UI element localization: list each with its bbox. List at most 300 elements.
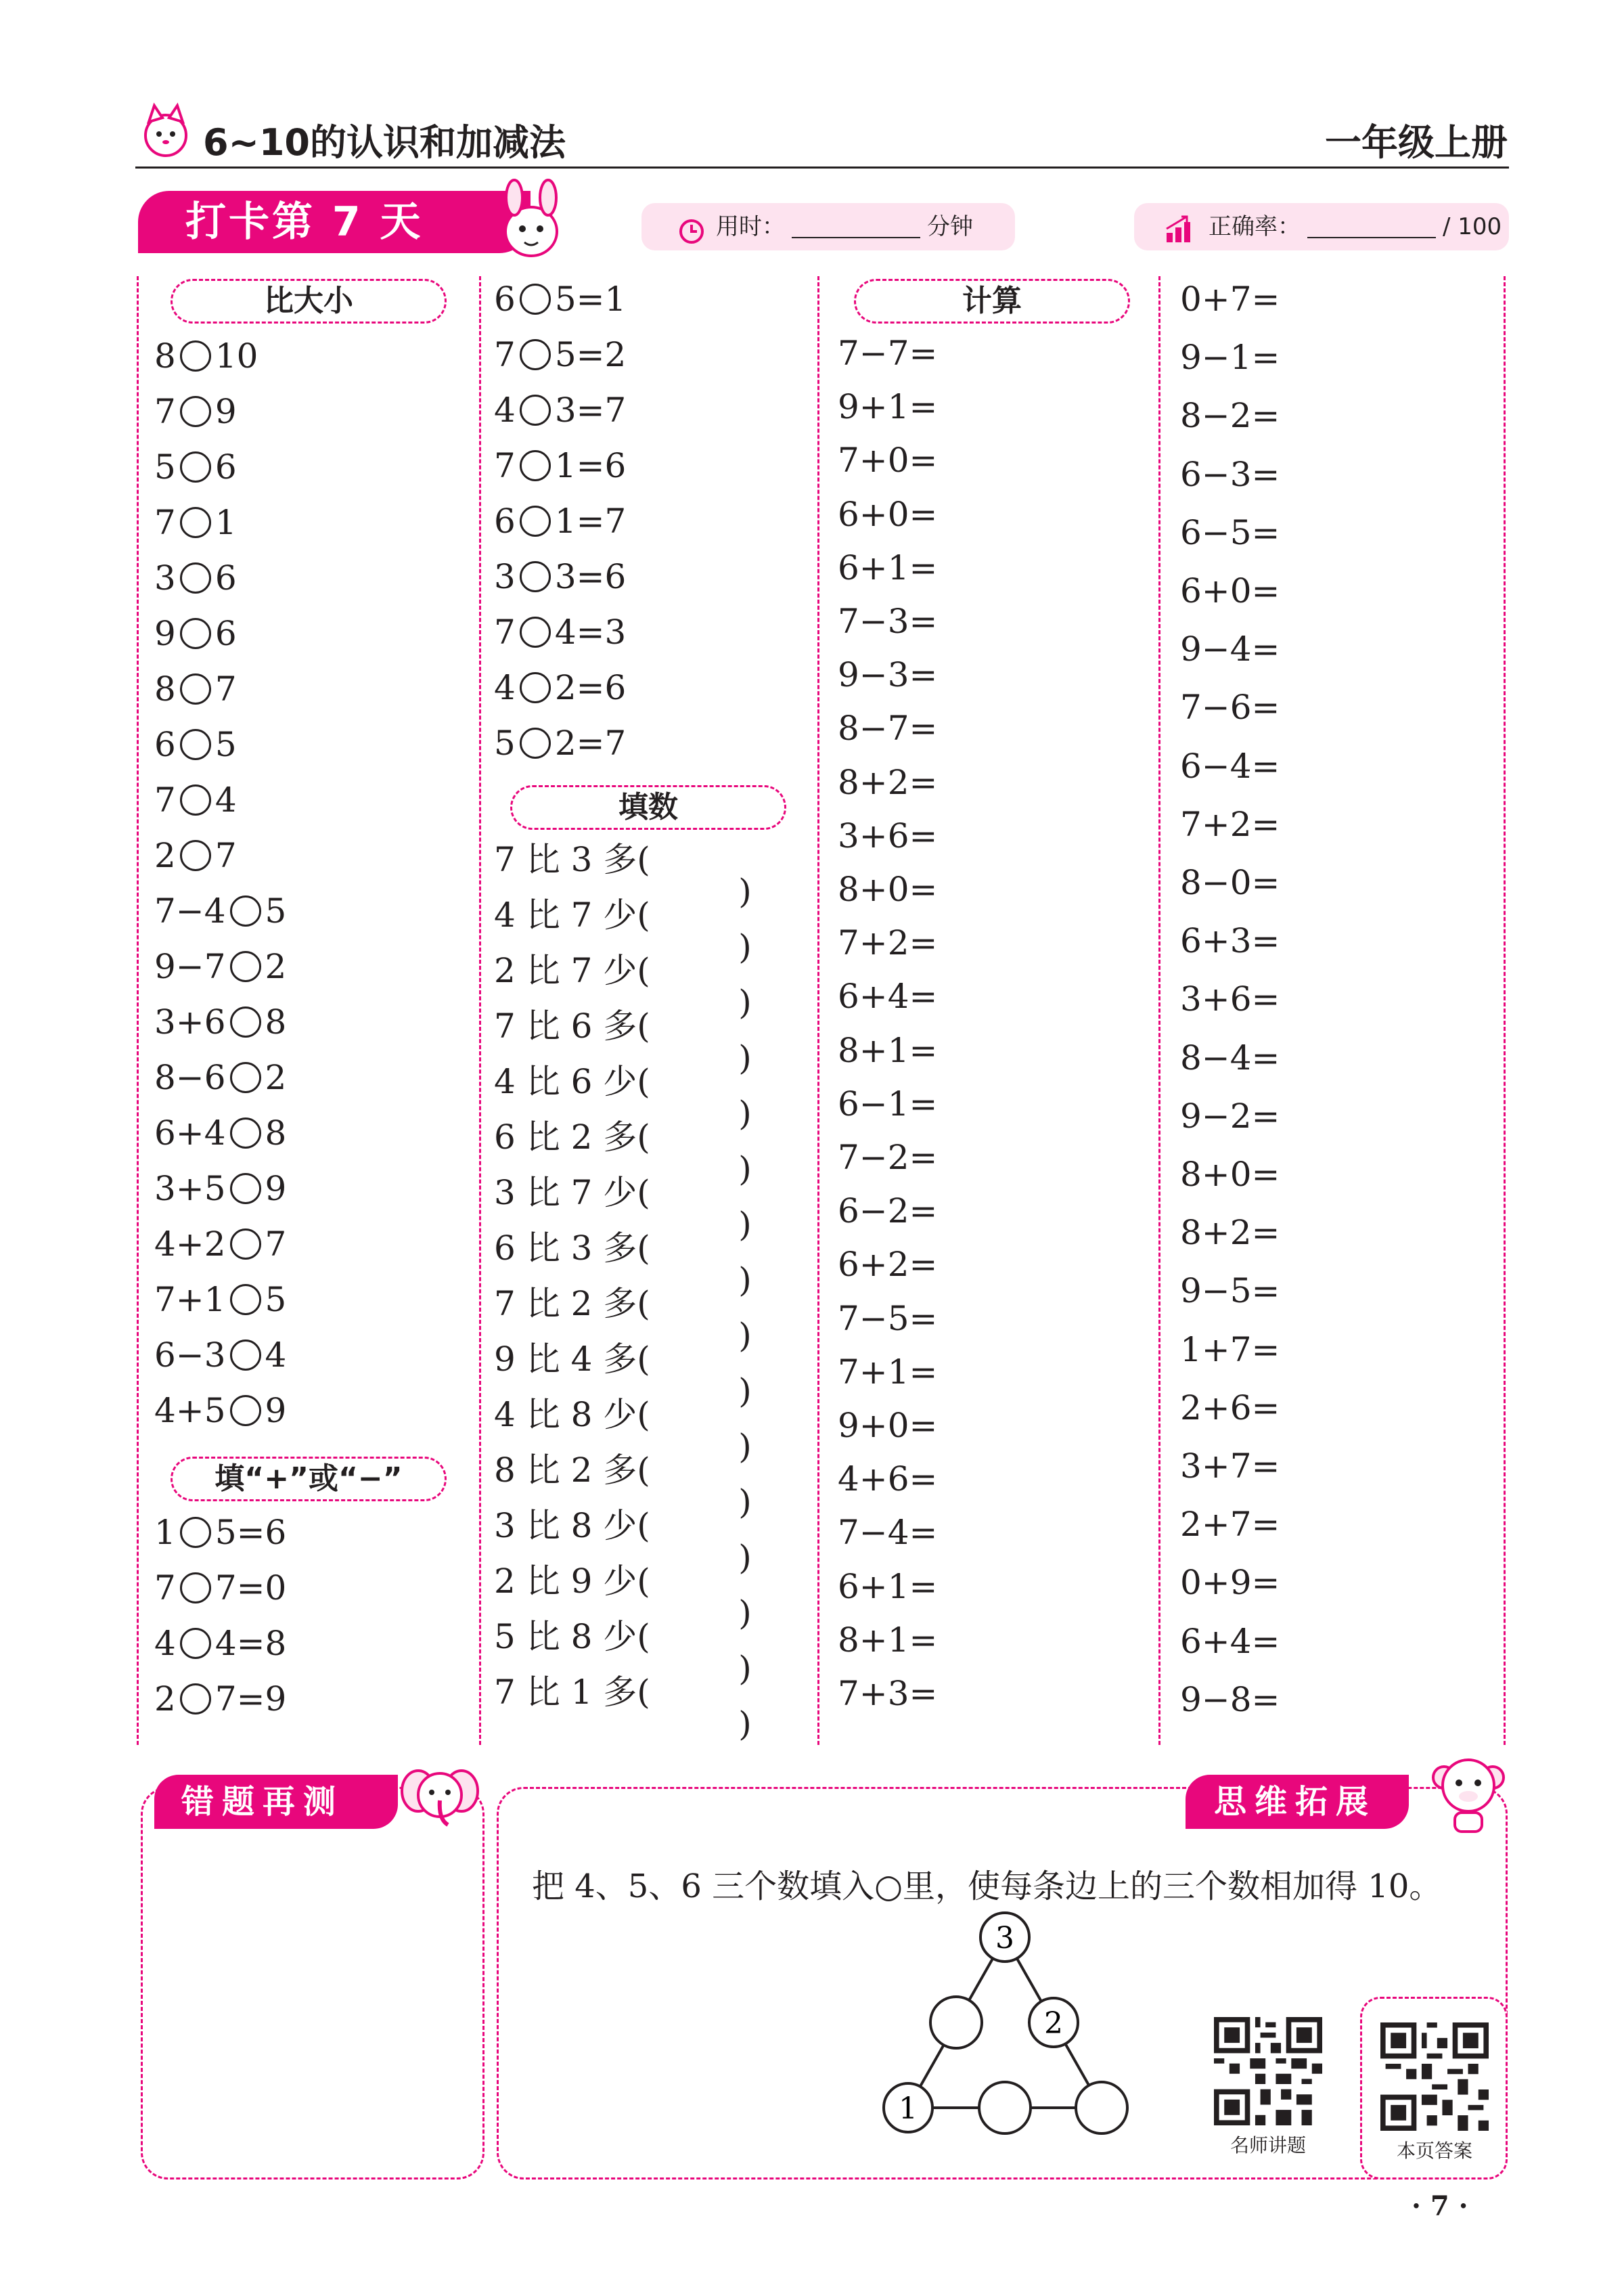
calc-item <box>1180 337 1280 378</box>
answer-circle[interactable] <box>520 617 551 648</box>
sign-item <box>494 723 626 764</box>
calc-expression: 9−1= <box>1180 338 1280 378</box>
compare-left: 8−6 <box>154 1058 226 1097</box>
calc-item <box>1180 1096 1280 1136</box>
fill-question: 4 比 8 少( <box>494 1395 650 1434</box>
compare-item <box>154 391 237 432</box>
calc-expression: 8−4= <box>1180 1038 1280 1078</box>
compare-item <box>154 946 286 987</box>
sign-right: 7=0 <box>215 1568 287 1608</box>
calc-expression: 8+2= <box>1180 1213 1280 1253</box>
compare-right: 4 <box>265 1335 287 1375</box>
compare-right: 9 <box>265 1391 287 1430</box>
sign-left: 1 <box>154 1513 176 1552</box>
fill-item <box>494 1172 752 1213</box>
compare-left: 7 <box>154 780 176 820</box>
sign-left: 4 <box>154 1624 176 1663</box>
calc-item <box>1180 571 1280 611</box>
compare-item <box>154 1057 286 1098</box>
fill-item <box>494 1117 752 1157</box>
answer-circle[interactable] <box>180 340 211 372</box>
day-banner: 打卡第 7 天 <box>138 191 531 253</box>
answer-circle[interactable] <box>520 395 551 426</box>
fill-question: 7 比 2 多( <box>494 1284 650 1323</box>
sign-item <box>494 556 626 597</box>
triangle-node-left-mid[interactable] <box>930 1997 982 2048</box>
compare-left: 8 <box>154 669 176 709</box>
sign-right: 1=6 <box>554 446 627 485</box>
column-divider <box>1158 276 1160 1745</box>
calc-expression: 9−3= <box>838 655 938 695</box>
compare-item <box>154 1224 286 1264</box>
compare-item <box>154 1002 286 1042</box>
calc-expression: 7+1= <box>838 1352 938 1392</box>
compare-item <box>154 835 237 876</box>
calc-expression: 8−7= <box>838 709 938 749</box>
number-triangle-diagram <box>880 1910 1130 2138</box>
wrong-answers-box[interactable] <box>141 1787 484 2180</box>
calc-expression: 7+3= <box>838 1674 938 1713</box>
calc-expression: 3+7= <box>1180 1446 1280 1486</box>
answer-circle[interactable] <box>230 1340 261 1371</box>
sign-left: 4 <box>494 391 516 430</box>
time-field[interactable] <box>641 203 1015 250</box>
calc-expression: 6+1= <box>838 1566 938 1606</box>
sign-right: 5=1 <box>554 280 627 319</box>
fill-question: 5 比 8 少( <box>494 1617 650 1656</box>
fill-question: 7 比 1 多( <box>494 1673 650 1712</box>
compare-right: 8 <box>265 1002 287 1042</box>
compare-right: 5 <box>215 725 237 764</box>
answer-circle[interactable] <box>180 1572 211 1603</box>
answer-circle[interactable] <box>180 840 211 871</box>
section-title-calc: 计算 <box>854 279 1130 324</box>
sign-left: 7 <box>494 335 516 374</box>
compare-right: 4 <box>215 780 237 820</box>
fill-item <box>494 1283 752 1324</box>
sign-right: 4=8 <box>215 1624 287 1663</box>
compare-left: 3+6 <box>154 1002 226 1042</box>
calc-item <box>1180 1270 1280 1311</box>
calc-item <box>838 708 937 749</box>
fill-item <box>494 1006 752 1046</box>
calc-item <box>1180 454 1280 495</box>
compare-right: 2 <box>265 1058 287 1097</box>
teacher-qr-label: 名师讲题 <box>1230 2134 1306 2156</box>
answer-circle[interactable] <box>180 1628 211 1659</box>
sign-left: 5 <box>494 724 516 763</box>
answer-circle[interactable] <box>180 673 211 705</box>
fill-question: 9 比 4 多( <box>494 1340 650 1379</box>
calc-item <box>838 386 937 427</box>
calc-expression: 8+0= <box>1180 1155 1280 1194</box>
calc-expression: 8+2= <box>838 762 938 802</box>
compare-left: 3 <box>154 558 176 598</box>
compare-item <box>154 447 237 487</box>
answer-circle[interactable] <box>520 561 551 592</box>
calc-item <box>838 1512 937 1553</box>
fill-question: 8 比 2 多( <box>494 1451 650 1490</box>
answer-circle[interactable] <box>180 729 211 760</box>
compare-right: 7 <box>215 669 237 709</box>
calc-item <box>1180 395 1280 436</box>
kangaroo-mascot-icon <box>494 177 568 265</box>
answer-circle[interactable] <box>520 506 551 537</box>
calc-expression: 9−5= <box>1180 1271 1280 1311</box>
compare-item <box>154 891 286 931</box>
grade-label: 一年级上册 <box>1325 121 1508 164</box>
calc-expression: 6−2= <box>838 1191 938 1231</box>
clock-icon <box>678 214 705 241</box>
accuracy-label: 正确率： <box>1209 213 1301 240</box>
compare-item <box>154 613 237 654</box>
answer-circle[interactable] <box>230 1229 261 1260</box>
calc-item <box>1180 1212 1280 1253</box>
fill-question: 7 比 6 多( <box>494 1006 650 1046</box>
mascot-icon <box>135 102 196 162</box>
compare-item <box>154 724 237 765</box>
fill-question: 3 比 7 少( <box>494 1173 650 1212</box>
calc-item <box>838 1566 937 1607</box>
fill-question: 2 比 7 少( <box>494 951 650 990</box>
triangle-node-top <box>980 1913 1029 1962</box>
calc-expression: 7+2= <box>838 923 938 963</box>
section-title-compare: 比大小 <box>171 279 447 324</box>
calc-expression: 7−3= <box>838 602 938 641</box>
calc-item <box>838 655 937 695</box>
calc-expression: 8+1= <box>838 1030 938 1070</box>
compare-right: 7 <box>215 836 237 875</box>
answer-qr-label: 本页答案 <box>1396 2140 1472 2162</box>
compare-right: 5 <box>265 1280 287 1319</box>
compare-item <box>154 502 237 543</box>
calc-expression: 4+6= <box>838 1459 938 1499</box>
fill-question: 4 比 7 少( <box>494 895 650 935</box>
calc-item <box>838 976 937 1017</box>
compare-left: 7+1 <box>154 1280 226 1319</box>
compare-left: 8 <box>154 336 176 376</box>
triangle-node-bottom-left <box>884 2083 932 2132</box>
compare-left: 9−7 <box>154 947 226 986</box>
calc-item <box>1180 629 1280 669</box>
answer-circle[interactable] <box>180 618 211 649</box>
sign-right: 7=9 <box>215 1679 287 1719</box>
calc-item <box>1180 1562 1280 1603</box>
fill-item <box>494 895 752 935</box>
calc-item <box>838 1084 937 1124</box>
compare-item <box>154 558 237 598</box>
calc-item <box>1180 1388 1280 1428</box>
compare-item <box>154 1279 286 1320</box>
calc-item <box>838 333 937 374</box>
compare-left: 7 <box>154 503 176 542</box>
compare-right: 9 <box>265 1169 287 1208</box>
compare-item <box>154 1390 286 1431</box>
calc-expression: 7−7= <box>838 334 938 373</box>
fill-item <box>494 1561 752 1601</box>
calc-item <box>838 869 937 910</box>
time-blank[interactable] <box>792 218 920 238</box>
sign-right: 1=7 <box>554 502 627 541</box>
sign-item <box>494 445 626 486</box>
calc-expression: 7−2= <box>838 1138 938 1177</box>
sign-right: 4=3 <box>554 613 627 652</box>
compare-right: 9 <box>215 392 237 431</box>
sign-item <box>494 279 626 319</box>
calc-expression: 8+0= <box>838 870 938 909</box>
answer-circle[interactable] <box>230 1006 261 1038</box>
calc-item <box>838 1137 937 1178</box>
calc-expression: 9−4= <box>1180 629 1280 669</box>
page-number: · 7 · <box>1412 2190 1468 2222</box>
accuracy-field[interactable] <box>1134 203 1509 250</box>
calc-expression: 7+0= <box>838 441 938 481</box>
compare-right: 6 <box>215 558 237 598</box>
compare-right: 6 <box>215 447 237 487</box>
thinking-extension-tab: 思维拓展 <box>1186 1775 1409 1829</box>
calc-item <box>1180 1154 1280 1195</box>
answer-circle[interactable] <box>230 951 261 982</box>
compare-right: 1 <box>215 503 237 542</box>
compare-left: 3+5 <box>154 1169 226 1208</box>
calc-item <box>1180 921 1280 961</box>
calc-item <box>1180 512 1280 553</box>
calc-item <box>1180 1679 1280 1720</box>
sign-left: 6 <box>494 502 516 541</box>
calc-expression: 3+6= <box>1180 979 1280 1019</box>
sign-right: 2=6 <box>554 668 627 707</box>
calc-expression: 6+0= <box>838 494 938 534</box>
compare-left: 4+2 <box>154 1224 226 1264</box>
answer-circle[interactable] <box>520 284 551 315</box>
calc-expression: 6+3= <box>1180 921 1280 961</box>
answer-circle[interactable] <box>180 1683 211 1714</box>
monkey-mascot-icon <box>1428 1748 1509 1836</box>
fill-item <box>494 950 752 991</box>
accuracy-blank[interactable] <box>1307 218 1436 238</box>
fill-item <box>494 1505 752 1546</box>
triangle-node-bottom-right[interactable] <box>1076 2082 1127 2133</box>
calc-expression: 2+6= <box>1180 1388 1280 1428</box>
calc-item <box>1180 979 1280 1019</box>
answer-circle[interactable] <box>180 396 211 427</box>
answer-circle[interactable] <box>230 895 261 927</box>
answer-circle[interactable] <box>520 339 551 370</box>
sign-right: 5=2 <box>554 335 627 374</box>
answer-circle[interactable] <box>520 728 551 759</box>
calc-item <box>838 1620 937 1660</box>
compare-left: 6 <box>154 725 176 764</box>
calc-item <box>1180 804 1280 845</box>
column-divider <box>817 276 819 1745</box>
answer-circle[interactable] <box>180 507 211 538</box>
sign-left: 2 <box>154 1679 176 1719</box>
answer-circle[interactable] <box>520 672 551 703</box>
compare-left: 9 <box>154 614 176 653</box>
teacher-qr-code[interactable] <box>1207 2017 1329 2158</box>
calc-expression: 1+7= <box>1180 1329 1280 1369</box>
answer-circle[interactable] <box>180 451 211 483</box>
sign-right: 3=7 <box>554 391 627 430</box>
fill-item <box>494 1228 752 1268</box>
calc-item <box>1180 1621 1280 1662</box>
fill-item <box>494 1616 752 1657</box>
calc-item <box>1180 1329 1280 1370</box>
sign-right: 5=6 <box>215 1513 287 1552</box>
answer-circle[interactable] <box>230 1173 261 1204</box>
calc-expression: 3+6= <box>838 816 938 856</box>
compare-item <box>154 1113 286 1153</box>
sign-left: 3 <box>494 557 516 596</box>
sign-item <box>154 1512 286 1553</box>
column-divider <box>479 276 481 1745</box>
compare-right: 5 <box>265 891 287 931</box>
calc-expression: 7−5= <box>838 1298 938 1338</box>
calc-item <box>838 601 937 642</box>
sign-item <box>494 501 626 541</box>
calc-expression: 7−6= <box>1180 688 1280 728</box>
sign-left: 6 <box>494 280 516 319</box>
calc-expression: 7+2= <box>1180 804 1280 844</box>
time-label: 用时： <box>716 213 785 240</box>
compare-right: 2 <box>265 947 287 986</box>
answer-circle[interactable] <box>180 784 211 816</box>
fill-question: 4 比 6 少( <box>494 1062 650 1101</box>
sign-right: 3=6 <box>554 557 627 596</box>
sign-item <box>154 1568 286 1608</box>
calc-expression: 8−2= <box>1180 396 1280 436</box>
calc-expression: 6+4= <box>838 977 938 1017</box>
sign-left: 4 <box>494 668 516 707</box>
compare-item <box>154 336 258 376</box>
calc-item <box>838 440 937 481</box>
page-header-title: 6~10的认识和加减法 <box>203 121 566 164</box>
calc-expression: 9+1= <box>838 387 938 427</box>
compare-item <box>154 669 237 709</box>
fill-item <box>494 1394 752 1435</box>
header-divider <box>135 167 1509 169</box>
sign-right: 2=7 <box>554 724 627 763</box>
calc-item <box>838 1244 937 1285</box>
fill-question: 6 比 2 多( <box>494 1118 650 1157</box>
calc-item <box>1180 687 1280 728</box>
compare-left: 4+5 <box>154 1391 226 1430</box>
answer-circle[interactable] <box>230 1118 261 1149</box>
fill-item <box>494 1061 752 1102</box>
svg-text:1: 1 <box>899 2092 918 2126</box>
sign-left: 7 <box>494 613 516 652</box>
answer-circle[interactable] <box>230 1395 261 1426</box>
compare-right: 10 <box>215 336 258 376</box>
calc-item <box>838 494 937 535</box>
calc-expression: 6+4= <box>1180 1621 1280 1661</box>
fill-item <box>494 1339 752 1379</box>
compare-left: 6+4 <box>154 1113 226 1153</box>
calc-expression: 6+2= <box>838 1245 938 1285</box>
calc-item <box>1180 746 1280 787</box>
calc-expression: 6−1= <box>838 1084 938 1124</box>
section-title-sign: 填“+”或“−” <box>171 1457 447 1501</box>
compare-item <box>154 780 237 820</box>
calc-item <box>838 816 937 856</box>
elephant-mascot-icon <box>399 1757 480 1838</box>
compare-item <box>154 1168 286 1209</box>
calc-item <box>838 1459 937 1499</box>
calc-item <box>1180 1446 1280 1486</box>
calc-item <box>838 1673 937 1714</box>
fill-question: 7 比 3 多( <box>494 840 650 879</box>
compare-item <box>154 1335 286 1375</box>
section-title-fill: 填数 <box>510 785 786 830</box>
calc-item <box>1180 1504 1280 1545</box>
svg-text:2: 2 <box>1044 2006 1063 2041</box>
column-divider <box>1504 276 1506 1745</box>
calc-expression: 0+9= <box>1180 1563 1280 1603</box>
calc-item <box>838 1191 937 1231</box>
calc-expression: 6+0= <box>1180 571 1280 611</box>
calc-expression: 9−2= <box>1180 1096 1280 1136</box>
sign-item <box>154 1623 286 1664</box>
sign-item <box>494 334 626 375</box>
compare-left: 7−4 <box>154 891 226 931</box>
calc-item <box>838 762 937 803</box>
answer-circle[interactable] <box>230 1284 261 1315</box>
calc-expression: 9−8= <box>1180 1679 1280 1719</box>
fill-item <box>494 839 752 880</box>
answer-qr-code[interactable] <box>1374 2022 1495 2163</box>
answer-circle[interactable] <box>180 562 211 594</box>
compare-left: 2 <box>154 836 176 875</box>
calc-expression: 6−5= <box>1180 512 1280 552</box>
compare-left: 5 <box>154 447 176 487</box>
calc-item <box>838 548 937 588</box>
fill-item <box>494 1672 752 1712</box>
calc-expression: 6+1= <box>838 548 938 588</box>
time-unit: 分钟 <box>927 213 973 240</box>
svg-text:3: 3 <box>995 1921 1014 1955</box>
calc-expression: 6−4= <box>1180 746 1280 786</box>
calc-expression: 6−3= <box>1180 454 1280 494</box>
compare-right: 6 <box>215 614 237 653</box>
accuracy-total: / 100 <box>1443 213 1502 240</box>
bar-chart-icon <box>1164 213 1202 242</box>
compare-right: 8 <box>265 1113 287 1153</box>
calc-item <box>1180 862 1280 903</box>
calc-expression: 2+7= <box>1180 1505 1280 1545</box>
sign-item <box>494 612 626 652</box>
triangle-node-bottom-mid[interactable] <box>979 2082 1031 2133</box>
fill-question: 2 比 9 少( <box>494 1562 650 1601</box>
sign-item <box>494 667 626 708</box>
calc-expression: 7−4= <box>838 1513 938 1553</box>
sign-left: 7 <box>494 446 516 485</box>
calc-expression: 0+7= <box>1180 280 1280 319</box>
calc-item <box>838 1405 937 1446</box>
fill-item <box>494 1450 752 1490</box>
sign-item <box>154 1679 286 1719</box>
calc-expression: 8+1= <box>838 1620 938 1660</box>
compare-right: 7 <box>265 1224 287 1264</box>
calc-item <box>838 923 937 963</box>
answer-circle[interactable] <box>520 450 551 481</box>
thinking-prompt: 把 4、5、6 三个数填入○里，使每条边上的三个数相加得 10。 <box>532 1867 1442 1905</box>
calc-expression: 9+0= <box>838 1406 938 1445</box>
answer-circle[interactable] <box>180 1517 211 1548</box>
answer-circle[interactable] <box>230 1062 261 1093</box>
compare-left: 7 <box>154 392 176 431</box>
triangle-node-right-mid <box>1029 1998 1078 2047</box>
fill-question: 6 比 3 多( <box>494 1229 650 1268</box>
